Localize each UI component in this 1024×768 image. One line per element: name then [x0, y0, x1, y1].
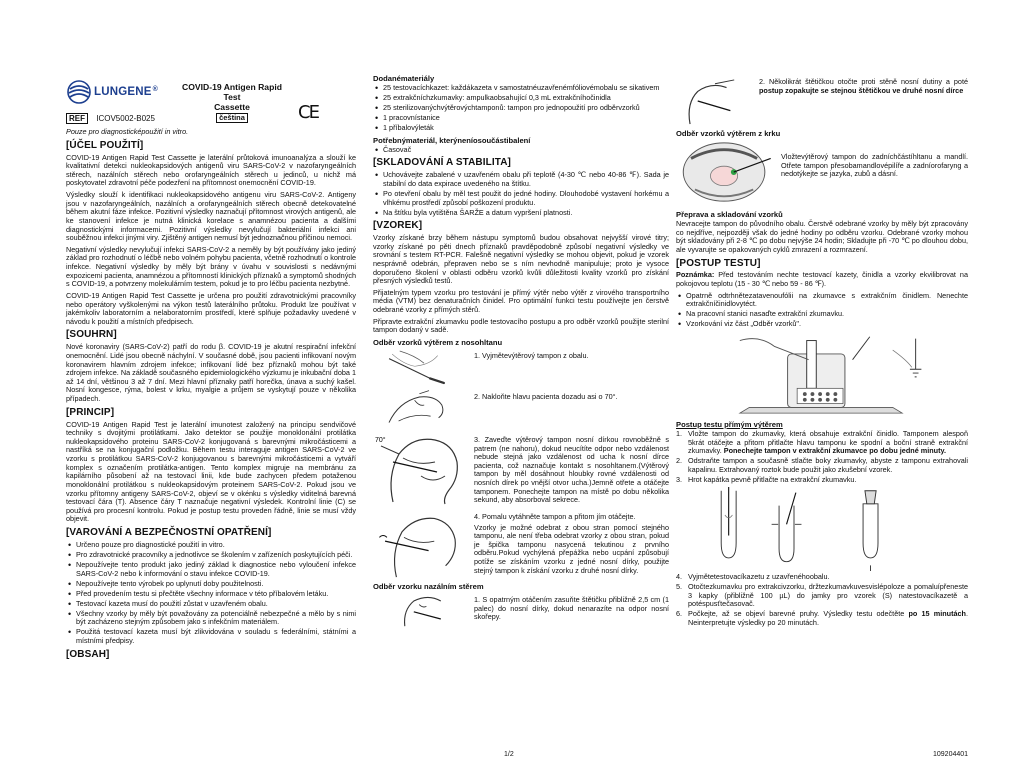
list-item: • 25 testovacíchkazet: každákazeta v samostatnéuzavřenémfóliovémobalu se sikativem — [373, 84, 669, 93]
paragraph: Nevracejte tampon do původního obalu. Čerstvě odebrané vzorky by měly být zpracovány co nejdříve, nejpozději však do jedné hodiny po odběru vzorku. Odebrané vzorky mohou být skladovány při 2-8 ℃ po dobu nejvýše 24 hodin; Skladujte při -70 ℃ po dlouhou dobu, ale vyvarujte se opakovaných cyklů zmrazení a rozmrazení. — [676, 219, 968, 254]
direct-procedure-title: Postup testu přímým výtěrem — [676, 419, 783, 429]
list-item: • Před provedením testu si přečtěte všechny informace v této příbalovém letáku. — [66, 590, 356, 599]
list-item: • Všechny vzorky by měly být považovány za potenciálně nebezpečné a mělo by s nimi být zacházeno stejným způsobem jako s infekčním materiálem. — [66, 610, 356, 627]
step-text: 2. Několikrát štětičkou otočte proti stěně nosní dutiny a poté postup zopakujte se stejnou štětičkou ve druhé nosní dírce — [759, 77, 968, 95]
section-intended-use-title: [ÚČEL POUŽITÍ] — [66, 139, 144, 151]
supplied-materials-list — [373, 84, 669, 133]
document-header — [66, 80, 356, 126]
ref-code: ICOV5002-B025 — [96, 114, 155, 123]
section-specimen-title: [VZOREK] — [373, 220, 423, 232]
ref-label: REF — [66, 113, 88, 124]
direct-procedure-list-cont — [676, 573, 968, 628]
brand-name: LUNGENE® — [94, 86, 158, 98]
section-principle-title: [PRINCIP] — [66, 406, 115, 418]
np-step-4 — [373, 509, 669, 579]
ce-mark: CE — [298, 102, 318, 123]
list-item: 1. Vložte tampon do zkumavky, která obsahuje extrakční činidlo. Tamponem alespoň 5krát otáčejte a přitom přitlačte hlavu tamponu ke spodní a boční straně extrakční zkumavky. Ponechejte tampon v extrakční zkumavce po dobu jedné minuty. — [676, 429, 968, 456]
nasal-step-1 — [373, 592, 669, 628]
nasal-collection-title: Odběr vzorku nazálním stěrem — [373, 581, 484, 591]
column-right — [676, 78, 968, 630]
nasal-rotate-icon — [676, 78, 754, 126]
page-number: 1/2 — [504, 751, 514, 758]
section-procedure-title: [POSTUP TESTU] — [676, 257, 761, 269]
np-collection-title: Odběr vzorků výtěrem z nosohltanu — [373, 337, 503, 347]
list-item: • Použitá testovací kazeta musí být zlikvidována v souladu s federálními, státními a místními předpisy. — [66, 628, 356, 645]
step-text: 1. S opatrným otáčením zasuňte štětičku přibližně 2,5 cm (1 palec) do nosní dírky, dokud nenarazíte na odpor nosní skořepy. — [474, 595, 669, 622]
note: Poznámka: Před testováním nechte testovací kazety, činidla a vzorky ekvilibrovat na pokojovou teplotu (15 - 30 ℃ nebo 59 - 86 ℉). — [676, 270, 968, 289]
swab-package-icon — [373, 348, 469, 386]
list-item: • Na pracovní stanici nasaďte extrakční zkumavku. — [676, 310, 968, 319]
step-text: 2. Nakloňte hlavu pacienta dozadu asi o 70°. — [474, 391, 618, 401]
paragraph: COVID-19 Antigen Rapid Test je laterální imunotest založený na principu sendvičové techniky s dvojitými protilátkami. Jako detektor se použije monoklonální protilátka nukleokapsidového proteinu SARS-CoV-2 konjugovaná s barevnými mikročásticemi a nastříká se na konjugační podložku. Během testu interaguje antigen SARS-CoV-2 ve vzorku s protilátkou SARS-CoV-2 konjugovanou s barevnými mikročásticemi a vytváří komplex s označením protilátka-antigen. Tento komplex migruje na membránu za kapilárního působení až na testovací linii, kde bude zachycen předem potaženou monoklonální protilátkou s nukleokapsidovým proteinem SARS-CoV-2. Pokud jsou ve vzorku přítomny antigeny SARS-CoV-2, objeví se v okénku s výsledky viditelná barevná testovací čára (T). Absence čáry T naznačuje negativní výsledek. Kontrolní linie (C) se používá pro procesní kontrolu. Pokud je postup testu proveden řádně, linie se musí vždy objevit. — [66, 419, 356, 524]
list-item: • Na štítku byla vytištěna ŠARŽE a datum vypršení platnosti. — [373, 209, 669, 218]
nasal-swab-icon — [373, 592, 469, 628]
list-item: 5. Otočtezkumavku pro extrakcivzorku, držtezkumavkuvesvislépoloze a pomaluípřeneste 3 kapky (přibližně 100 µL) do jamky pro vzorek (S) natestovacíkazetě a potéspusťtečasovač. — [676, 581, 968, 609]
list-item: • Nepoužívejte tento výrobek po uplynutí doby použitelnosti. — [66, 580, 356, 589]
lungene-logo-icon — [66, 80, 92, 104]
ivd-note: Pouze pro diagnosticképoužití in vitro. — [66, 127, 189, 136]
list-item: • Určeno pouze pro diagnostické použití in vitro. — [66, 541, 356, 550]
workstation-illustration — [676, 331, 968, 417]
document-code: 109204401 — [933, 751, 969, 758]
list-item: • Pro zdravotnické pracovníky a jednotlivce se školením v zařízeních poskytujících péči. — [66, 551, 356, 560]
nasopharyngeal-insert-icon — [373, 432, 469, 506]
throat-step — [676, 139, 968, 207]
direct-procedure-list — [676, 430, 968, 485]
language-label: čeština — [216, 113, 248, 124]
throat-collection-title: Odběr vzorků výtěrem z krku — [676, 129, 781, 138]
step-text: Vložtevýtěrový tampon do zadníchčástíhltanu a mandlí. Otřete tampon přesobamandlovépilíře a zadníorofaryng a nedotýkejte se jazyka, zubů a dásní. — [781, 152, 968, 179]
ref-block — [66, 114, 155, 123]
column-left — [66, 128, 356, 662]
product-title: COVID-19 Antigen Rapid Test Cassette čeština — [182, 82, 282, 122]
list-item: • Testovací kazeta musí do použití zůstat v uzavřeném obalu. — [66, 600, 356, 609]
list-item: • 1 příbalovýleták — [373, 124, 669, 133]
section-storage-title: [SKLADOVÁNÍ A STABILITA] — [373, 157, 511, 169]
list-item: • 25 extrakčníchzkumavky: ampulkaobsahující 0,3 mL extrakčníhočinidla — [373, 94, 669, 103]
throat-swab-icon — [676, 139, 776, 207]
head-tilt-icon — [373, 389, 469, 429]
list-item: • Vzorkování viz část „Odběr vzorků". — [676, 320, 968, 329]
paragraph: Přijatelným typem vzorku pro testování je přímý výtěr nebo výtěr z virového transportního média (VTM) bez denaturačních činidel. Pro optimální funkci testu používejte jen čerstvě odebrané vzorky z přímých stěrů. — [373, 287, 669, 315]
list-item: • Uchovávejte zabalené v uzavřeném obalu při teplotě (4-30 ℃ nebo 40-86 ℉). Sada je stabilní do data expirace uvedeného na štítku. — [373, 171, 669, 188]
list-item: 3. Hrot kapátka pevně přitlačte na extrakční zkumavku. — [676, 475, 857, 485]
tube-steps-illustration — [676, 487, 968, 571]
np-step-2 — [373, 389, 669, 429]
nasal-step-2 — [676, 78, 968, 126]
step-text: 4. Pomalu vytáhněte tampon a přitom jím otáčejte. Vzorky je možné odebrat z obou stran pomocí stejného tamponu, ale není třeba odebrat vzorky z obou stran, pokud je špička tamponu nasycená tekutinou z prvního odběru.Pokud vychýlená přepážka nebo ucpání způsobují potíže se získáním vzorku z jedné nosní dírky, použijte stejný tampon k získání vzorku z druhé nosní dírky. — [474, 511, 669, 575]
paragraph: Negativní výsledky nevylučují infekci SARS-CoV-2 a neměly by být používány jako jediný základ pro rozhodnutí o léčbě nebo volném pohybu pacienta, včetně rozhodnutí o kontrole infekce. Negativní výsledky by měly být brány v úvahu v souvislosti s nedávnými expozicemi pacienta, anamnézou a přítomností klinických příznaků a symptomů shodných s COVID-19, a potvrzeny molekulárním testem, pokud je to pro léčbu pacienta nezbytné. — [66, 244, 356, 289]
list-item: 6. Počkejte, až se objeví barevné pruhy. Výsledky testu odečtěte po 15 minutách. Neinterpretujte výsledky po 20 minutách. — [676, 609, 968, 627]
procedure-list — [676, 292, 968, 329]
paragraph: Připravte extrakční zkumavku podle testovacího postupu a pro odběr vzorků použijte sterilní tampon dodaný v sadě. — [373, 316, 669, 335]
needed-materials-list — [373, 146, 669, 155]
column-middle — [373, 74, 669, 631]
paragraph: COVID-19 Antigen Rapid Test Cassette je laterální průtoková imunoanalýza a slouží ke kvalitativní detekci nukleokapsidových antigenů viru SARS-CoV-2 v nazofaryngeálních stěrech, nazálních stěrech nebo orofaryngeálních stěrech u jedinců, u nichž má poskytovatel zdravotní péče podezření na přítomnost onemocnění COVID-19. — [66, 152, 356, 188]
swab-withdraw-icon — [373, 509, 469, 579]
step-text: 3. Zaveďte výtěrový tampon nosní dírkou rovnoběžně s patrem (ne nahoru), dokud neucítíte odpor nebo vzdálenost nebude stejná jako vzdálenost od ucha k nosní dírce pacienta, což naznačuje kontakt s nosohltanem.(Výtěrový tampon by měl dosáhnout hloubky rovné vzdálenosti od nosních dírek po vnější otvor ucha.)Jemně otřete a otáčejte tamponem. Ponechejte tampon na místě po dobu několika sekund, aby absorboval sekrece. — [474, 434, 669, 505]
list-item: 2. Odstraňte tampon a současně stlačte boky zkumavky, abyste z tamponu extrahovali kapalinu. Extrahovaný roztok bude použit jako zkušební vzorek. — [676, 456, 968, 475]
paragraph: COVID-19 Antigen Rapid Test Cassette je určena pro použití zdravotnickými pracovníky nebo operátory vyškolenými na výkon testů laterálního průtoku. Produkt lze používat v jakémkoliv laboratorním a nelaboratorním prostředí, které splňuje požadavky uvedené v návodu k použití a místních předpisech. — [66, 290, 356, 326]
section-contents-title: [OBSAH] — [66, 648, 110, 660]
angle-label: 70° — [375, 436, 386, 444]
paragraph: Nové koronaviry (SARS-CoV-2) patří do rodu β. COVID-19 je akutní respirační infekční onemocnění. Lidé jsou obecně náchylní. V současné době, jsou pacienti infikovaní novým koronavirem hlavním zdrojem infekce; infikovaní lidé bez příznaků mohou být také zdrojem infekce. Na základě současného epidemiologického výzkumu je inkubační doba 1 až 14 dní, většinou 3 až 7 dní. Mezi hlavní příznaky patří horečka, únava a suchý kašel. Nosní kongesce, rýma, bolest v krku, myalgie a průjem se vyskytují pouze v několika případech. — [66, 342, 356, 404]
list-item: • Časovač — [373, 146, 669, 155]
list-item: • Nepoužívejte tento produkt jako jediný základ k diagnostice nebo vyloučení infekce SARS-CoV-2 nebo k informování o stavu infekce COVID-19. — [66, 561, 356, 578]
warnings-list — [66, 541, 356, 646]
transport-title: Přeprava a skladování vzorků — [676, 210, 783, 220]
step-text: 1. Vyjmětevýtěrový tampon z obalu. — [474, 350, 589, 360]
np-step-1 — [373, 348, 669, 386]
np-step-3 — [373, 432, 669, 506]
section-warnings-title: [VAROVÁNÍ A BEZPEČNOSTNÍ OPATŘENÍ] — [66, 527, 272, 539]
section-summary-title: [SOUHRN] — [66, 329, 117, 341]
list-item: • 1 pracovnístanice — [373, 114, 669, 123]
supplied-materials-title: Dodanémateriály — [373, 74, 435, 83]
list-item: • Po otevření obalu by měl test použit do jedné hodiny. Dlouhodobé vystavení horkému a vlhkému prostředí způsobí poškození produktu. — [373, 190, 669, 207]
paragraph: Vzorky získané brzy během nástupu symptomů budou obsahovat nejvyšší virové titry; vzorky získané po pěti dnech příznaků pravděpodobně způsobí negativní výsledky ve srovnání s testem RT-PCR. Falešně negativní výsledky se mohou objevit, pokud je vzorek nesprávně odebrán, přepraven nebo se s ním nevhodně manipuluje; proto je vysoce doporučeno školení v oblasti odběru vzorků kvůli důležitosti kvality vzorků pro získání přesných výsledků testů. — [373, 233, 669, 286]
list-item: 4. Vyjmětetestovacíkazetu z uzavřenéhoobalu. — [676, 571, 830, 581]
list-item: • Opatrně odtrhnětezatavenoufólii na zkumavce s extrakčním činidlem. Nenechte extrakčníčinidlovytéct. — [676, 292, 968, 309]
list-item: • 25 sterilizovanýchvýtěrovýchtamponů: tampon pro jednopoužití pro odběrvzorků — [373, 104, 669, 113]
paragraph: Výsledky slouží k identifikaci nukleokapsidového antigenu viru SARS-CoV-2. Antigeny jsou v nazofaryngeálních, nazálních a orofaryngeálních stěrech obecně detekovatelné během akutní fáze infekce. Pozitivní výsledky naznačují přítomnost virových antigenů, ale ke stanovení infekce je nutná klinická korelace s anamnézou pacienta a dalšími diagnostickými informacemi. Pozitivní výsledky nevylučují bakteriální infekci ani souběžnou infekci jinými viry. Zjištěný antigen nemusí být jednoznačnou příčinou nemoci. — [66, 190, 356, 243]
storage-list — [373, 171, 669, 217]
needed-materials-title: Potřebnýmateriál, kterýneníosoučástibalení — [373, 135, 531, 145]
